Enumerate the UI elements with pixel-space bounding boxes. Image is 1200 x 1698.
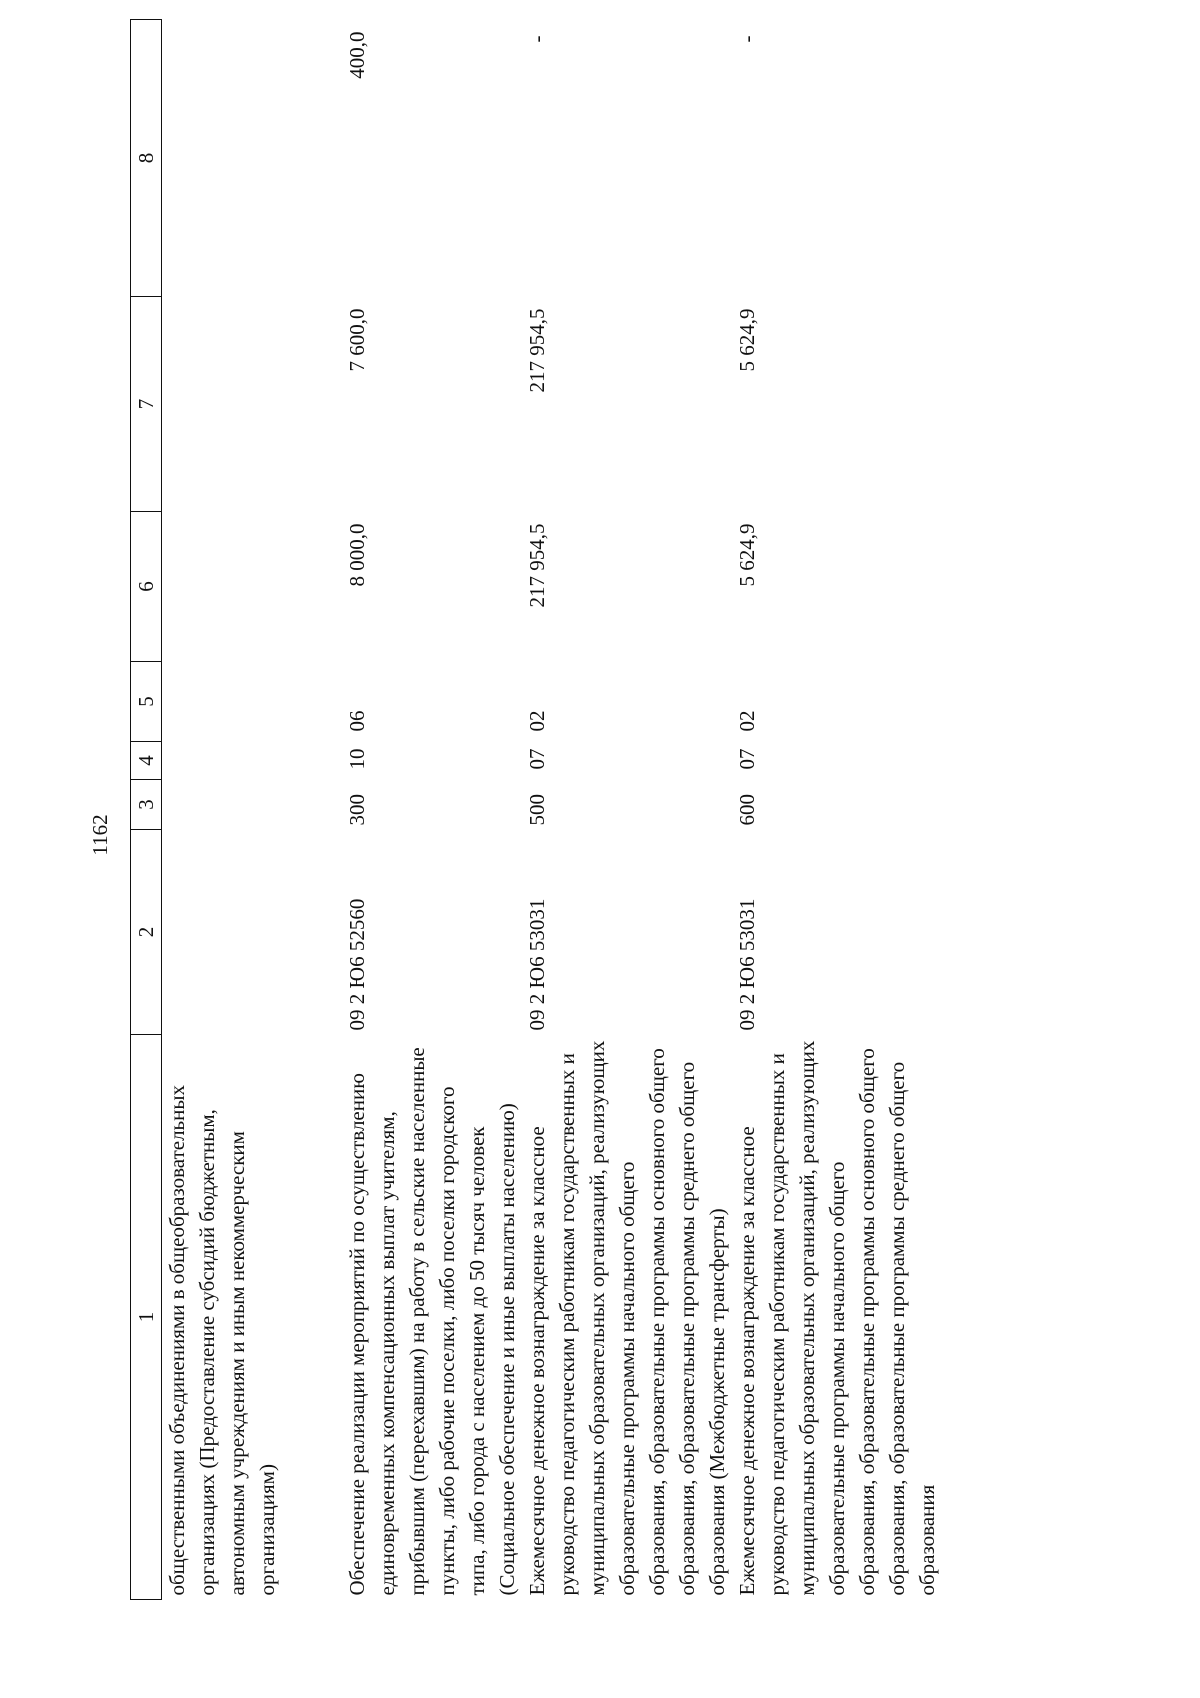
budget-table (130, 19, 942, 1600)
col-header-3: 3 (131, 780, 162, 830)
row-col8-cell: 400,0 (345, 31, 369, 79)
row-col6-cell: 5 624,9 (735, 523, 759, 587)
row-col3-cell: 300 (345, 794, 369, 826)
document-sheet (130, 20, 1050, 1600)
row-col7-cell: 5 624,9 (735, 308, 759, 372)
row-col5-cell: 06 (345, 710, 369, 732)
row-col4-cell: 07 (525, 748, 549, 770)
row-col5-cell: 02 (525, 710, 549, 732)
table-row (522, 20, 732, 1600)
col-header-8: 8 (131, 20, 162, 297)
row-col8-cell: - (735, 35, 759, 43)
row-col6-cell: 217 954,5 (525, 523, 549, 608)
table-row (342, 20, 522, 1600)
row-col8-cell: - (525, 35, 549, 43)
row-code-cell: 09 2 Ю6 52560 (345, 898, 369, 1031)
intro-text-cell: общественными объединениями в общеобразовательных организациях (Предоставление субсидий бюджетным, автономным учреждениям и иным некоммерческим организациям) (165, 1085, 279, 1596)
row-col6-cell: 8 000,0 (345, 523, 369, 587)
col-header-4: 4 (131, 742, 162, 780)
row-col3-cell: 600 (735, 794, 759, 826)
row-name-cell: Ежемесячное денежное вознаграждение за классное руководство педагогическим работникам государственных и муниципальных образовательных организаций, реализующих образовательные программы начального общего образования, образовательные программы основного общего образования, образовательные программы среднего общего образования (735, 1040, 939, 1596)
col-header-2: 2 (131, 830, 162, 1035)
col-header-7: 7 (131, 297, 162, 512)
row-name-cell: Обеспечение реализации мероприятий по осуществлению единовременных компенсационных выплат учителям, прибывшим (переехавшим) на работу в сельские населенные пункты, либо рабочие поселки, либо поселки городского типа, либо города с населением до 50 тысяч человек (Социальное обеспечение и иные выплаты населению) (345, 1047, 519, 1596)
col-header-1: 1 (131, 1035, 162, 1600)
row-col7-cell: 7 600,0 (345, 308, 369, 372)
row-col4-cell: 07 (735, 748, 759, 770)
row-col4-cell: 10 (345, 748, 369, 770)
row-col3-cell: 500 (525, 794, 549, 826)
row-code-cell: 09 2 Ю6 53031 (735, 898, 759, 1031)
row-col7-cell: 217 954,5 (525, 308, 549, 393)
header-row (131, 20, 162, 1600)
table-row (732, 20, 942, 1600)
col-header-5: 5 (131, 662, 162, 742)
col-header-6: 6 (131, 512, 162, 662)
row-code-cell: 09 2 Ю6 53031 (525, 898, 549, 1031)
table-row (162, 20, 343, 1600)
row-col5-cell: 02 (735, 710, 759, 732)
page-number: 1162 (88, 814, 112, 856)
row-name-cell: Ежемесячное денежное вознаграждение за классное руководство педагогическим работникам государственных и муниципальных образовательных организаций, реализующих образовательные программы начального общего образования, образовательные программы основного общего образования, образовательные программы среднего общего образования (Межбюджетные трансферты) (525, 1040, 729, 1596)
